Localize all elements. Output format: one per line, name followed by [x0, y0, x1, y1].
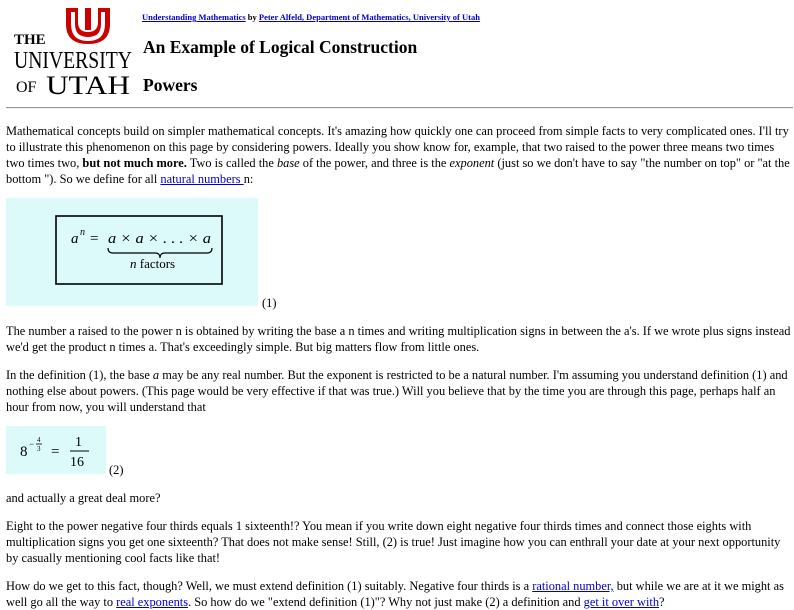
logo-the-text: THE: [14, 32, 46, 48]
formula-1-base: a: [71, 231, 79, 247]
equation-number-2: (2): [109, 463, 124, 477]
page-title: An Example of Logical Construction: [143, 37, 418, 57]
intro-text-1: Mathematical concepts build on simpler mathematical concepts. It's amazing how quickly one can proceed from simple facts to very complicated ones. I'll try to illustrate this phenomenon on this page by considering powers. Ideally you show know for, example, that two raised to the power three means two times two times two,: [6, 124, 789, 170]
header-divider: [6, 107, 793, 109]
base-a: a: [152, 368, 160, 382]
formula-2-base: 8: [20, 444, 28, 460]
page-subtitle: Powers: [143, 75, 198, 95]
base-term: base: [276, 156, 300, 170]
extend-text-4: ?: [659, 595, 665, 609]
intro-text-2: Two is called the: [186, 156, 277, 170]
university-of-utah-logo: [12, 6, 136, 98]
formula-1-image: [6, 198, 258, 306]
intro-bold: but not much more.: [82, 156, 187, 170]
paragraph-definition: [6, 367, 792, 415]
block-u-icon: [66, 8, 110, 44]
natural-numbers-link[interactable]: natural numbers: [160, 172, 244, 186]
paragraph-extend: [6, 578, 792, 610]
logo-of-text: OF: [16, 79, 37, 96]
paragraph-more: and actually a great deal more?: [6, 491, 161, 505]
paragraph-intro: [6, 123, 792, 187]
formula-2-image: [6, 426, 106, 474]
real-exponents-link[interactable]: real exponents: [116, 595, 189, 609]
formula-2-exp-num: 4: [37, 436, 41, 444]
formula-1-equals: =: [90, 231, 99, 247]
formula-2-minus: −: [29, 439, 35, 449]
byline-by: by: [245, 12, 259, 22]
formula-1-n: n: [130, 256, 137, 271]
byline: [142, 9, 480, 25]
logo-utah-text: UTAH: [46, 71, 131, 100]
equation-number-1: (1): [262, 296, 277, 310]
author-link[interactable]: Peter Alfeld, Department of Mathematics, University of Utah: [258, 12, 480, 22]
formula-2-exp-den: 3: [37, 445, 41, 453]
extend-text-1: How do we get to this fact, though? Well, we must extend definition (1) suitably. Negative four thirds is a: [6, 579, 533, 593]
formula-1-product: a × a × . . . × a: [108, 231, 211, 247]
intro-text-3: of the power, and three is the: [299, 156, 450, 170]
extend-text-2: but while we are at it we might as well go all the way to: [6, 579, 784, 609]
get-it-over-with-link[interactable]: get it over with: [583, 595, 660, 609]
definition-text-2: may be any real number. But the exponent is restricted to be a natural number. I'm assuming you understand definition (1) and nothing else about powers. (This page would be very effective if that was true.) Will you believe that by the time you are through this page, perhaps half an hour from now, you will understand that: [6, 368, 788, 414]
exponent-term: exponent: [449, 156, 495, 170]
logo-university-text: UNIVERSITY: [14, 48, 132, 74]
paragraph-eight: Eight to the power negative four thirds equals 1 sixteenth!? You mean if you write down eight negative four thirds times and connect those eights with multiplication signs you get one sixteenth? That does not make sense! Still, (2) is true! Just imagine how you can enthrall your date at your next opportunity by casually mentioning cool facts like that!: [6, 519, 781, 565]
formula-1-exponent: n: [80, 227, 85, 238]
intro-text-4: (just so we don't have to say "the number on top" or "at the bottom "). So we define for all: [6, 156, 790, 186]
formula-1-factors-label: factors: [136, 256, 176, 271]
page-header: [6, 4, 788, 102]
understanding-mathematics-link[interactable]: Understanding Mathematics: [142, 12, 246, 22]
formula-2-numerator: 1: [75, 435, 82, 450]
extend-text-3: . So how do we "extend definition (1)"? Why not just make (2) a definition and: [188, 595, 584, 609]
definition-text-1: In the definition (1), the base: [6, 368, 153, 382]
formula-2-equals: =: [51, 444, 60, 460]
formula-2-denominator: 16: [70, 455, 84, 470]
paragraph-explanation: The number a raised to the power n is obtained by writing the base a n times and writing multiplication signs in between the a's. If we wrote plus signs instead we'd get the product n times a. That's exceedingly simple. But big matters flow from little ones.: [6, 324, 791, 354]
rational-number-link[interactable]: rational number,: [532, 579, 614, 593]
svg-text:n factors: [130, 256, 175, 271]
intro-text-5: n:: [243, 172, 254, 186]
